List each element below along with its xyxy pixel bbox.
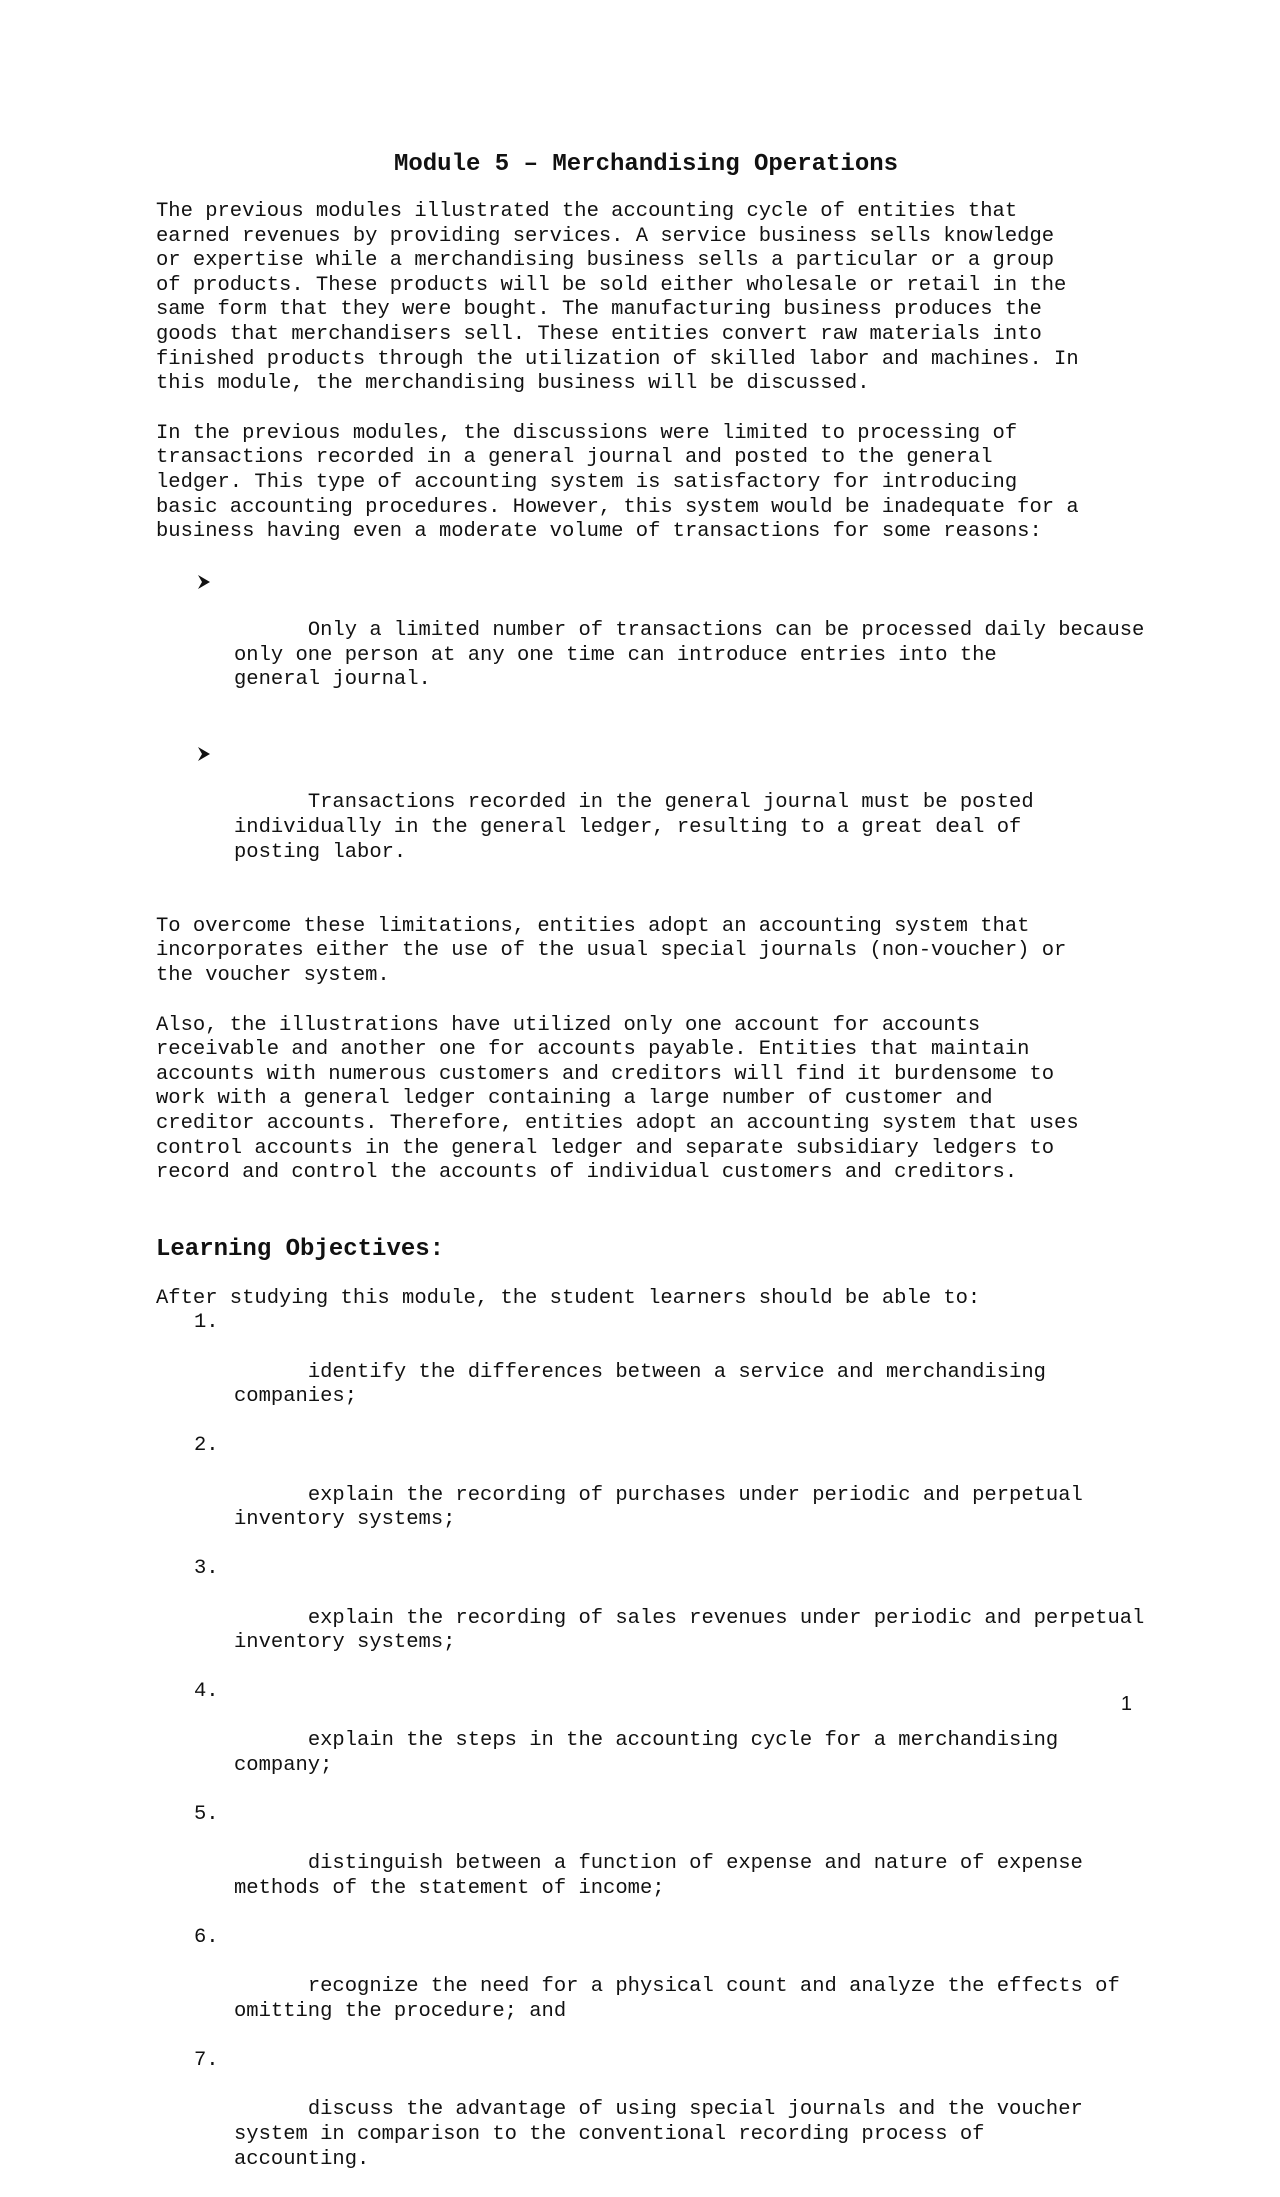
arrowhead-bullet-icon: [196, 742, 212, 766]
list-item: [156, 1803, 1136, 1926]
objectives-list: [156, 1311, 1145, 2196]
list-item: [156, 1434, 1136, 1557]
objectives-intro: After studying this module, the student learners should be able to:: [156, 1286, 981, 1310]
objective-text: explain the recording of purchases under periodic and perpetual inventory systems;: [234, 1483, 1083, 1532]
objective-text: explain the recording of sales revenues under periodic and perpetual inventory systems;: [234, 1606, 1145, 1655]
paragraph-overcome-limitations: To overcome these limitations, entities adopt an accounting system that incorporates either the use of the usual special journals (non-voucher) or the voucher system.: [156, 914, 1067, 988]
objective-text: distinguish between a function of expense and nature of expense methods of the statement of income;: [234, 1852, 1083, 1901]
objective-number: 7.: [194, 2049, 219, 2073]
list-item: [156, 570, 1145, 718]
objective-number: 2.: [194, 1434, 219, 1458]
objective-text: identify the differences between a service and merchandising companies;: [234, 1360, 1046, 1409]
list-item: [156, 742, 1136, 890]
list-item: [156, 1926, 1136, 2049]
objective-text: discuss the advantage of using special journals and the voucher system in comparison to the conventional recording process of accounting.: [234, 2098, 1083, 2171]
paragraph-service-vs-merchandising: The previous modules illustrated the accounting cycle of entities that earned revenues by providing services. A service business sells knowledge or expertise while a merchandising business sells a particular or a group of products. These products will be sold either wholesale or retail in the same form that they were bought. The manufacturing business produces the goods that merchandisers sell. These entities convert raw materials into finished products through the utilization of skilled labor and machines. In this module, the merchandising business will be discussed.: [156, 200, 1079, 396]
objective-text: explain the steps in the accounting cycle for a merchandising company;: [234, 1729, 1059, 1778]
document-page: [156, 150, 1145, 2197]
objective-number: 5.: [194, 1803, 219, 1827]
objective-text: recognize the need for a physical count and analyze the effects of omitting the procedure; and: [234, 1975, 1120, 2023]
objective-number: 1.: [194, 1311, 219, 1335]
list-item: [156, 1311, 1136, 1434]
arrowhead-bullet-icon: [196, 570, 212, 594]
page-number: 1: [1120, 1693, 1132, 1715]
paragraph-general-journal-limits: In the previous modules, the discussions were limited to processing of transactions recorded in a general journal and posted to the general ledger. This type of accounting system is satisfactory for introducing basic accounting procedures. However, this system would be inadequate for a business having even a moderate volume of transactions for some reasons:: [156, 421, 1079, 544]
list-item: [156, 1557, 1145, 1680]
objective-number: 3.: [194, 1557, 219, 1581]
list-item: [156, 2049, 1136, 2197]
learning-objectives-heading: Learning Objectives:: [156, 1235, 445, 1263]
objective-number: 4.: [194, 1680, 219, 1704]
bullet-text: Transactions recorded in the general journal must be posted individually in the general ledger, resulting to a great deal of posting labor.: [234, 791, 1034, 864]
paragraph-control-accounts: Also, the illustrations have utilized only one account for accounts receivable and another one for accounts payable. Entities that maintain accounts with numerous customers and creditors will find it burdensome to work with a general ledger containing a large number of customer and creditor accounts. Therefore, entities adopt an accounting system that uses control accounts in the general ledger and separate subsidiary ledgers to record and control the accounts of individual customers and creditors.: [156, 1013, 1079, 1185]
document-title: Module 5 – Merchandising Operations: [393, 151, 899, 178]
bullet-text: Only a limited number of transactions can be processed daily because only one person at any one time can introduce entries into the general journal.: [234, 618, 1145, 692]
list-item: [156, 1680, 1136, 1803]
limitations-list: [156, 570, 1145, 890]
objective-number: 6.: [194, 1926, 219, 1950]
